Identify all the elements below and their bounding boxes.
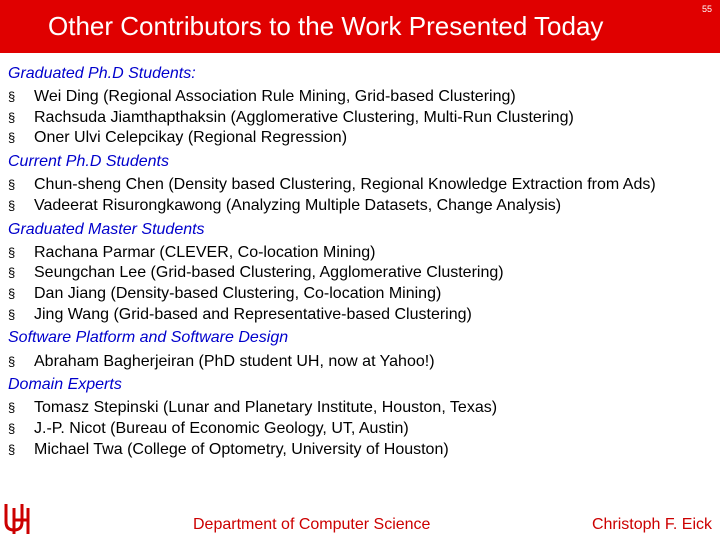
section-heading: Software Platform and Software Design [8,329,289,347]
slide-number: 55 [701,4,712,14]
list-item [8,109,714,127]
list-item-text: Vadeerat Risurongkawong (Analyzing Multiple Datasets, Change Analysis) [34,196,562,214]
section-heading: Domain Experts [8,376,122,394]
list-item [8,353,714,371]
list-item [8,441,714,459]
square-bullet-icon: § [8,265,16,281]
footer-author: Christoph F. Eick [591,516,712,533]
square-bullet-icon: § [8,353,16,369]
square-bullet-icon: § [8,244,16,260]
square-bullet-icon: § [8,197,16,213]
square-bullet-icon: § [8,421,16,437]
list-item [8,176,714,194]
square-bullet-icon: § [8,400,16,416]
section-heading: Graduated Master Students [8,220,205,238]
slide-title: Other Contributors to the Work Presented Today [48,11,604,41]
list-item [8,197,714,215]
uh-interlocking-logo-icon [2,500,32,536]
list-item [8,306,714,324]
list-item [8,285,714,303]
list-item [8,129,714,147]
list-item-text: Dan Jiang (Density-based Clustering, Co-location Mining) [34,285,442,303]
slide-content [8,62,714,461]
list-item-text: Rachsuda Jiamthapthaksin (Agglomerative Clustering, Multi-Run Clustering) [34,108,574,126]
list-item-text: Tomasz Stepinski (Lunar and Planetary Institute, Houston, Texas) [34,399,498,417]
list-item-text: J.-P. Nicot (Bureau of Economic Geology, UT, Austin) [34,420,409,438]
list-item-text: Abraham Bagherjeiran (PhD student UH, now at Yahoo!) [34,352,435,370]
square-bullet-icon: § [8,177,16,193]
square-bullet-icon: § [8,109,16,125]
title-bar [0,0,720,53]
section-heading: Graduated Ph.D Students: [8,65,196,82]
square-bullet-icon: § [8,441,16,457]
list-item [8,88,714,106]
list-item [8,264,714,282]
list-item-text: Wei Ding (Regional Association Rule Mining, Grid-based Clustering) [34,88,516,106]
list-item [8,420,714,438]
section-heading: Current Ph.D Students [8,153,169,171]
list-item-text: Oner Ulvi Celepcikay (Regional Regression) [34,129,348,147]
square-bullet-icon: § [8,89,16,105]
list-item-text: Michael Twa (College of Optometry, University of Houston) [34,440,449,458]
list-item-text: Rachana Parmar (CLEVER, Co-location Mining) [34,243,376,261]
list-item-text: Chun-sheng Chen (Density based Clustering, Regional Knowledge Extraction from Ads) [34,176,656,194]
square-bullet-icon: § [8,306,16,322]
list-item-text: Jing Wang (Grid-based and Representative-based Clustering) [34,305,472,323]
footer-department: Department of Computer Science [193,516,431,533]
list-item-text: Seungchan Lee (Grid-based Clustering, Agglomerative Clustering) [34,264,504,282]
square-bullet-icon: § [8,130,16,146]
list-item [8,244,714,262]
square-bullet-icon: § [8,286,16,302]
list-item [8,399,714,417]
